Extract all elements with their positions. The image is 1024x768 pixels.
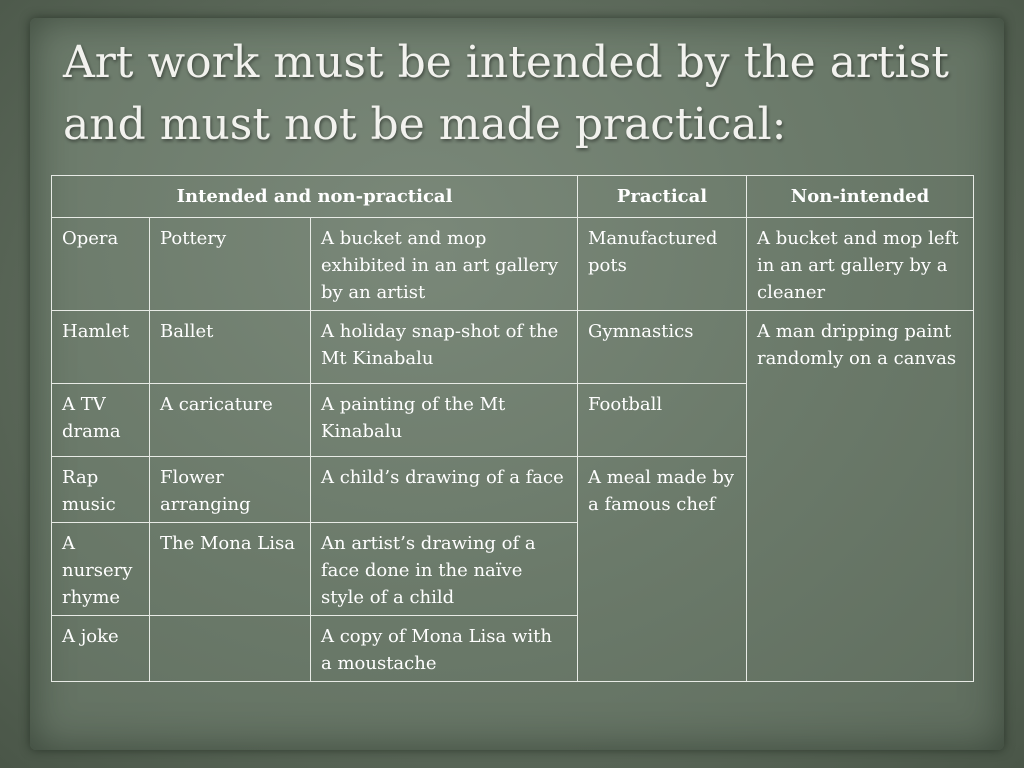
table-cell: A TV drama (52, 384, 150, 457)
header-intended-non-practical: Intended and non-practical (52, 176, 578, 218)
table-cell: A caricature (150, 384, 311, 457)
table-row (52, 218, 974, 311)
table-cell: Ballet (150, 311, 311, 384)
table-cell: Flower arranging (150, 457, 311, 523)
art-classification-table (51, 175, 974, 682)
table-cell: Rap music (52, 457, 150, 523)
header-practical: Practical (578, 176, 747, 218)
table-cell: The Mona Lisa (150, 523, 311, 616)
table-cell: Pottery (150, 218, 311, 311)
table-cell: Opera (52, 218, 150, 311)
table-cell-non-intended: A bucket and mop left in an art gallery by a cleaner (747, 218, 974, 311)
table-cell: A nursery rhyme (52, 523, 150, 616)
table-cell (150, 616, 311, 682)
table-cell: An artist’s drawing of a face done in the naïve style of a child (311, 523, 578, 616)
table-cell: A holiday snap-shot of the Mt Kinabalu (311, 311, 578, 384)
table-header-row (52, 176, 974, 218)
header-non-intended: Non-intended (747, 176, 974, 218)
table-cell-practical: Manufactured pots (578, 218, 747, 311)
table-cell: A child’s drawing of a face (311, 457, 578, 523)
table-cell: A copy of Mona Lisa with a moustache (311, 616, 578, 682)
table-row (52, 311, 974, 384)
table-cell: A joke (52, 616, 150, 682)
slide-title: Art work must be intended by the artist and must not be made practical: (63, 37, 949, 150)
table-cell: A bucket and mop exhibited in an art gallery by an artist (311, 218, 578, 311)
table-cell-practical: Football (578, 384, 747, 457)
table-cell: A painting of the Mt Kinabalu (311, 384, 578, 457)
table-cell-practical: Gymnastics (578, 311, 747, 384)
table-cell-non-intended: A man dripping paint randomly on a canvas (747, 311, 974, 682)
table-cell: Hamlet (52, 311, 150, 384)
table-cell-practical: A meal made by a famous chef (578, 457, 747, 682)
